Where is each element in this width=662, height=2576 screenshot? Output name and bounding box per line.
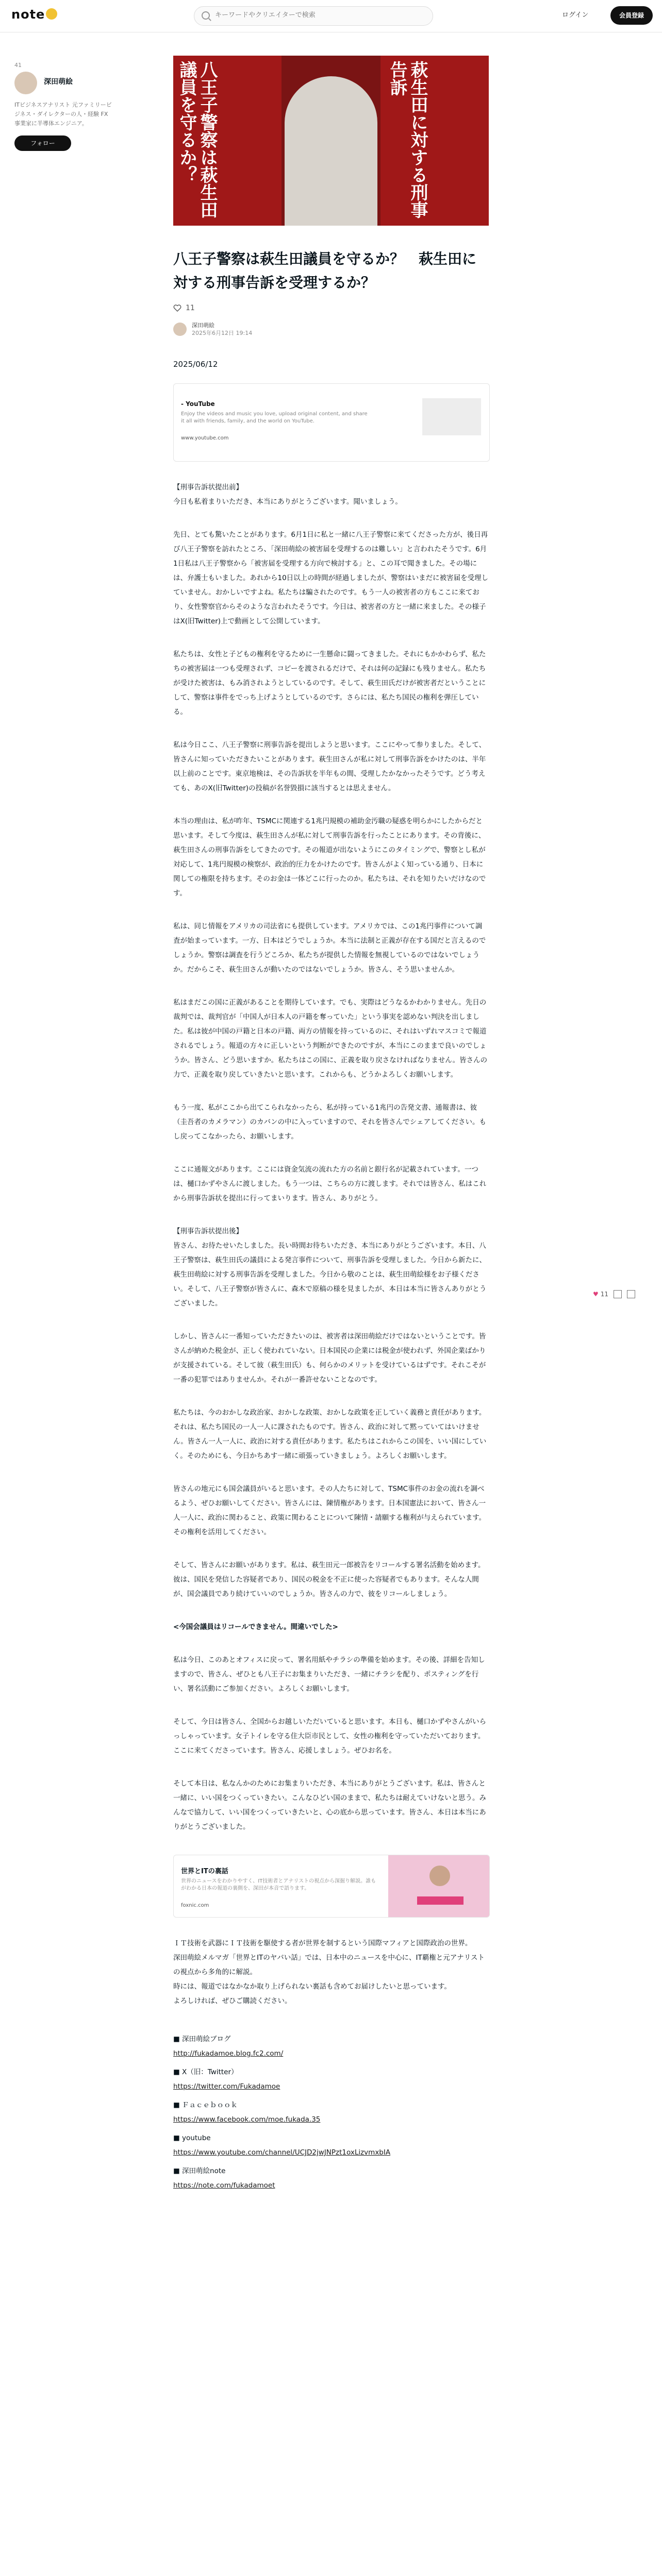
link-label: ■ youtube xyxy=(173,2134,211,2142)
body-paragraph xyxy=(173,1558,489,1601)
body-paragraph xyxy=(173,1715,489,1758)
search-icon xyxy=(202,11,210,20)
body-paragraph xyxy=(173,528,489,629)
card-badge xyxy=(417,1896,464,1905)
link-url[interactable]: https://www.youtube.com/channel/UCJD2jwJNPzt1oxLizvmxbIA xyxy=(173,2148,391,2157)
body-line: そして、今日は皆さん、全国からお越しいただいていると思います。本日も、樋口かずやさんがいらっしゃっています。女子トイレを守る住大臣市民として、女性の権利を守っていただいております。ここに来てくださっています。皆さん、応援しましょう。ぜひお名を。 xyxy=(173,1718,486,1755)
embed-description: Enjoy the videos and music you love, upload original content, and share it all with friends, family, and the world on YouTube. xyxy=(181,411,368,424)
closing-line: 深田萌絵メルマガ「世界とITのヤバい話」では、日本中のニュースを中心に、IT覇権と元アナリストの視点から多角的に解説。 xyxy=(173,1954,485,1976)
publish-datetime: 2025年6月12日 19:14 xyxy=(192,330,253,336)
body-line: 私は今日ここ、八王子警察に刑事告訴を提出しようと思います。ここにやって参りました。そして、皆さんに知っていただきたいことがあります。萩生田さんが私に対して刑事告訴をかけたのは、半年以上前のことです。東京地検は、その告訴状を半年もの間、受理したかなかったそうです。どう考えても、あのX(旧Twitter)の投稿が名誉毀損に該当するとは思えません。 xyxy=(173,741,486,792)
body-line: 【刑事告訴状提出後】 xyxy=(173,1227,243,1235)
link-list xyxy=(173,2032,489,2193)
link-url[interactable]: http://fukadamoe.blog.fc2.com/ xyxy=(173,2049,284,2058)
body-line: 私たちは、女性と子どもの権利を守るために一生懸命に闘ってきました。それにもかかわらず、私たちの被害届は一つも受理されず、コピーを渡されるだけで、それは何の記録にも残りません。私たちが受けた被害は、もみ消されようとしているのです。そして、萩生田氏だけが被害者だということにして、警察は事件をでっち上げようとしているのです。さらには、私たち国民の権利を弾圧している。 xyxy=(173,650,486,716)
body-paragraph xyxy=(173,1620,489,1634)
link-item xyxy=(173,2131,489,2160)
link-label: ■ X（旧：Twitter） xyxy=(173,2068,238,2076)
body-line: 先日、とても驚いたことがあります。6月1日に私と一緒に八王子警察に来てくださった方が、後日再び八王子警察を訪れたところ、「深田萌絵の被害届を受理するのは難しい」と言われたそうです。6月1日私は八王子警察から「被害届を受理する方向で検討する」と、この耳で聞きました。その場には、弁護士もいました。あれから10日以上の時間が経過しましたが、警察はいまだに被害届を受理していません。おかしいですよね。私たちは騙されたのです。もう一人の被害者の方もここに来ており、女性警察官からそのような言われたそうです。今日は、被害者の方と一緒に来ました。その様子はX(旧Twitter)上で動画として公開しています。 xyxy=(173,531,489,625)
body-line: 本当の理由は、私が昨年、TSMCに関連する1兆円規模の補助金汚職の疑惑を明らかにしたからだと思います。そして今度は、萩生田さんが私に対して刑事告訴を行ったことにあります。その背後に、萩生田さんの刑事告訴をしてきたのです。その報道が出ないようにこのタイミングで、警察とし私が対応して、1兆円規模の検察が、政治的圧力をかけたのです。皆さんがよく知っている通り、日本に関しての権限を持ちます。そのお金は一体どこに行ったのか。私たちは、それを知りたいだけなのです。 xyxy=(173,817,486,897)
body-paragraph xyxy=(173,1776,489,1834)
body-line: ここに通報文があります。ここには資金気流の流れた方の名前と銀行名が記載されています。一つは、樋口かずやさんに渡しました。もう一つは、こちらの方に渡します。それでは皆さん、私はこれから刑事告訴状を提出に行ってまいります。皆さん、ありがとう。 xyxy=(173,1165,487,1202)
login-link[interactable]: ログイン xyxy=(562,11,589,19)
body-paragraph xyxy=(173,480,489,509)
author-avatar-small[interactable] xyxy=(173,323,187,336)
article-main xyxy=(173,56,489,2197)
article-title: 八王子警察は萩生田議員を守るか？ 萩生田に対する刑事告訴を受理するか？ xyxy=(173,250,477,291)
embed-url: www.youtube.com xyxy=(181,435,229,441)
body-line: そして、皆さんにお願いがあります。私は、萩生田元一郎被告をリコールする署名活動を始めます。彼は、国民を発信した容疑者であり、国民の税金を不正に使った容疑者でもあります。そんな人間が、国会議員であり続けていいのでしょうか。皆さんの力で、彼をリコールしましょう。 xyxy=(173,1561,485,1598)
body-paragraph xyxy=(173,995,489,1082)
body-line: しかし、皆さんに一番知っていただきたいのは、被害者は深田萌絵だけではないということです。皆さんが納めた税金が、正しく使われていない。日本国民の企業には税金が使われず、外国企業ばかりが支援されている。そして彼（萩生田氏）も、何らかのメリットを受けているはずです。それこそが一番の犯罪ではありませんか。それが一番許せないことなのです。 xyxy=(173,1332,486,1384)
logo-bubble-icon xyxy=(46,8,57,20)
closing-line: 時には、報道ではなかなか取り上げられない裏話も含めてお届けしたいと思っています。 xyxy=(173,1982,451,1991)
like-heart-icon[interactable] xyxy=(173,304,181,312)
search-input[interactable] xyxy=(214,11,422,20)
body-line: 私たちは、今のおかしな政治家、おかしな政策、おかしな政策を正していく義務と責任があります。それは、私たち国民の一人一人に課されたものです。皆さん、政治に対して黙っていてはいけません。皆さん一人一人に、政治に対する責任があります。私たちはこれからこの国を、いい国にしていく。そのためにも、今日かちあす一緒に頑張っていきましょう。よろしくお願いします。 xyxy=(173,1409,487,1460)
body-line: <今国会議員はリコールできません。間違いでした> xyxy=(173,1623,338,1631)
embed-title: - YouTube xyxy=(181,400,215,408)
like-count: 11 xyxy=(186,304,195,312)
body-paragraph xyxy=(173,1405,489,1463)
closing-text xyxy=(173,1936,489,2008)
hero-left-text: 八王子警察は萩生田議員を守るか？ xyxy=(176,61,218,218)
bookmark-icon[interactable] xyxy=(627,1290,635,1298)
link-url[interactable]: https://note.com/fukadamoet xyxy=(173,2181,275,2190)
body-paragraph xyxy=(173,1482,489,1539)
author-avatar[interactable] xyxy=(14,72,37,94)
body-paragraph xyxy=(173,919,489,977)
author-sidebar xyxy=(14,62,112,151)
link-item xyxy=(173,2164,489,2193)
body-line: 私は、同じ情報をアメリカの司法省にも提供しています。アメリカでは、この1兆円事件について調査が始まっています。一方、日本はどうでしょうか。本当に法制と正義が存在する国だと言えるのでしょうか。警察は調査を行うどころか、私たちが提供した情報を無視しているのではないでしょうか。だからこそ、萩生田さんが動いたのではないでしょうか。皆さん、そう思いませんか。 xyxy=(173,922,486,974)
body-line: 【刑事告訴状提出前】 xyxy=(173,483,243,492)
search-box[interactable] xyxy=(194,6,433,26)
closing-line: ＩＴ技術を武器にＩＴ技術を駆使する者が世界を制するという国際マフィアと国際政治の世界。 xyxy=(173,1939,472,1947)
link-label: ■ 深田萌絵ブログ xyxy=(173,2035,231,2043)
body-line: 皆さん、お待たせいたしました。長い時間お待ちいただき、本当にありがとうございます。本日、八王子警察は、萩生田氏の議員による発言事件について、刑事告訴を受理しました。今日から新たに、萩生田萌絵に対する刑事告訴を受理しました。今日から敬のことは、萩生田萌絵様をお子様ください。そして、八王子警察が皆さんに、森木で原稿の様を見ましたが、本日は本当に皆さんありがとうございました。 xyxy=(173,1242,487,1308)
magazine-label: 41 xyxy=(14,62,22,69)
body-line: 私は今日、このあとオフィスに戻って、署名用紙やチラシの準備を始めます。その後、詳細を告知しますので、皆さん、ぜひとも八王子にお集まりいただき、一緒にチラシを配り、ポスティングを行い、署名活動にご参加ください。よろしくお願いします。 xyxy=(173,1656,485,1693)
link-item xyxy=(173,2065,489,2094)
closing-line: よろしければ、ぜひご購読ください。 xyxy=(173,1997,292,2005)
card-image xyxy=(388,1855,489,1917)
hero-image xyxy=(173,56,489,226)
follow-button[interactable]: フォロー xyxy=(14,135,71,151)
body-line: 今日も私着まりいただき、本当にありがとうございます。聞いましょう。 xyxy=(173,498,402,506)
author-name-small[interactable]: 深田萌絵 xyxy=(192,322,214,329)
link-label: ■ 深田萌絵note xyxy=(173,2167,226,2175)
youtube-embed-card[interactable] xyxy=(173,383,490,462)
body-paragraph xyxy=(173,814,489,901)
floating-actions xyxy=(593,1288,657,1300)
newsletter-card[interactable] xyxy=(173,1855,490,1918)
card-url: foxnic.com xyxy=(181,1903,209,1908)
link-item xyxy=(173,2032,489,2061)
floating-heart-icon[interactable]: ♥ xyxy=(593,1291,599,1298)
link-url[interactable]: https://www.facebook.com/moe.fukada.35 xyxy=(173,2115,321,2124)
link-label: ■ Ｆａｃｅｂｏｏｋ xyxy=(173,2101,238,2109)
article-date: 2025/06/12 xyxy=(173,360,218,369)
body-line: 私はまだこの国に正義があることを期待しています。でも、実際はどうなるかわかりません。先日の裁判では、裁判官が「中国人が日本人の戸籍を奪っていた」という事実を認めない判決を出しました。私は彼が中国の戸籍と日本の戸籍、両方の情報を持っているのに、それはいずれマスコミで報道されるでしょう。報道の方々に正しいという判断ができたのですが、本当にこのままで良いのでしょうか。皆さん、どう思いますか。私たちはこの国に、正義を取り戻さなければなりません。皆さんの力で、正義を取り戻していきたいと思います。これからも、どうかよろしくお願いします。 xyxy=(173,998,488,1079)
card-portrait xyxy=(429,1866,450,1886)
article-meta xyxy=(173,304,489,312)
body-paragraph xyxy=(173,1224,489,1311)
author-line xyxy=(173,321,489,337)
body-line: そして本日は、私なんかのためにお集まりいただき、本当にありがとうございます。私は、皆さんと一緒に、いい国をつくっていきたい。こんなひどい国のままで、私たちは耐えていけないと思う。みんなで協力して、いい国をつくっていきたいと、心の底から思っています。皆さん、本日は本当にありがとうございました。 xyxy=(173,1780,486,1831)
link-url[interactable]: https://twitter.com/Fukadamoe xyxy=(173,2082,280,2091)
body-paragraph xyxy=(173,1162,489,1206)
card-description: 世界のニュースをわかりやすく、IT技術者とアナリストの視点から深掘り解説。誰もがわかる日本の報道の裏側を、深田が本音で語ります。 xyxy=(181,1878,376,1891)
link-item xyxy=(173,2098,489,2127)
floating-like-count: 11 xyxy=(600,1291,609,1298)
body-line: 皆さんの地元にも国会議員がいると思います。その人たちに対して、TSMC事件のお金の流れを調べるよう、ぜひお願いしてください。皆さんには、陳情権があります。日本国憲法において、皆さん一人一人に、政治に関わること、政策に関わることについて陳情・請願する権利が与えられています。その権利を活用してください。 xyxy=(173,1485,486,1536)
body-paragraph xyxy=(173,647,489,719)
note-logo[interactable]: note xyxy=(11,7,57,22)
signup-button[interactable]: 会員登録 xyxy=(610,6,653,25)
body-paragraph xyxy=(173,738,489,795)
speaker-photo xyxy=(285,76,377,226)
body-paragraph xyxy=(173,1329,489,1387)
body-line: もう一度、私がここから出てこられなかったら、私が持っている1兆円の告発文書、通報書は、彼（圭吾者のカメラマン）のカバンの中に入っていますので、それを皆さんでシェアしてください。もし戻ってこなかったら、お願いします。 xyxy=(173,1104,486,1141)
share-icon[interactable] xyxy=(614,1290,622,1298)
body-paragraph xyxy=(173,1100,489,1144)
card-title: 世界とITの裏話 xyxy=(181,1868,228,1875)
site-header xyxy=(0,0,662,32)
body-paragraph xyxy=(173,1653,489,1696)
hero-right-text: 萩生田に対する刑事告訴 xyxy=(387,61,428,218)
embed-thumbnail xyxy=(422,398,481,435)
article-body xyxy=(173,480,489,1834)
author-bio: ITビジネスアナリスト 元ファミリービジネス・ダイレクターの人・経験 FX事業家に半導体エンジニア。 xyxy=(14,101,112,127)
author-name[interactable]: 深田萌絵 xyxy=(44,78,73,86)
